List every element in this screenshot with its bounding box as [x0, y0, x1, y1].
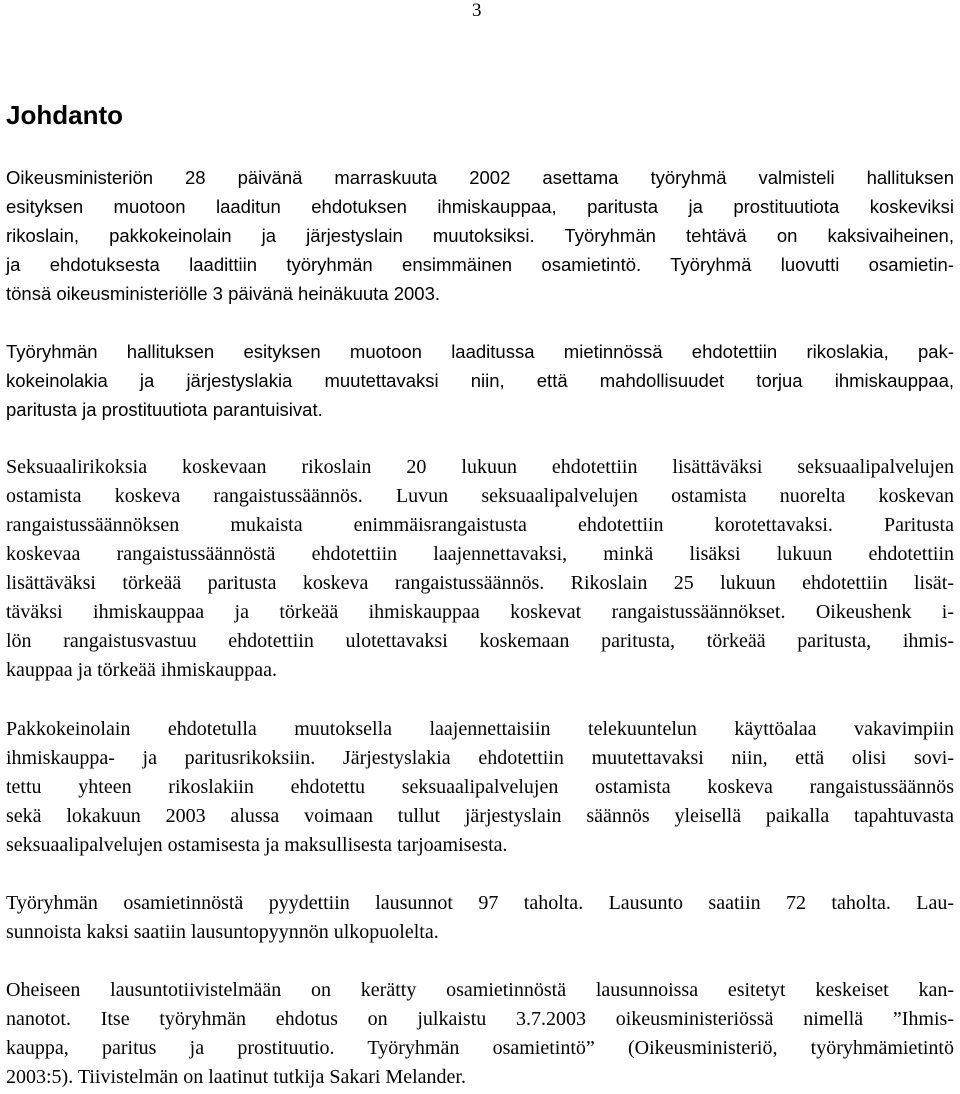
paragraph-line: koskevaa rangaistussäännöstä ehdotettiin laajennettavaksi, minkä lisäksi lukuun ehdotettiin: [6, 543, 954, 565]
paragraph-line: tönsä oikeusministeriölle 3 päivänä heinäkuuta 2003.: [6, 283, 441, 304]
paragraph-sexual-offences: [6, 453, 954, 685]
paragraph-line: Työryhmän osamietinnöstä pyydettiin lausunnot 97 taholta. Lausunto saatiin 72 taholta. Lau-: [6, 892, 954, 914]
paragraph-proposal-summary: [6, 337, 954, 424]
paragraph-line: lisättäväksi törkeää paritusta koskeva rangaistussäännös. Rikoslain 25 lukuun ehdotettiin lisät-: [6, 572, 954, 594]
paragraph-line: Oikeusministeriön 28 päivänä marraskuuta 2002 asettama työryhmä valmisteli hallituksen: [6, 167, 954, 188]
paragraph-line: täväksi ihmiskauppaa ja törkeää ihmiskauppaa koskevat rangaistussäännökset. Oikeushenk i-: [6, 601, 954, 623]
paragraph-statements: [6, 889, 954, 947]
paragraph-line: paritusta ja prostituutiota parantuisivat.: [6, 399, 323, 420]
paragraph-line: lön rangaistusvastuu ehdotettiin ulotettavaksi koskemaan paritusta, törkeää paritusta, ihmis-: [6, 630, 954, 652]
paragraph-intro: [6, 163, 954, 308]
paragraph-line: Työryhmän hallituksen esityksen muotoon laaditussa mietinnössä ehdotettiin rikoslakia, pak-: [6, 341, 954, 362]
paragraph-summary-note: [6, 976, 954, 1092]
paragraph-line: rikoslain, pakkokeinolain ja järjestyslain muutoksiksi. Työryhmän tehtävä on kaksivaiheinen,: [6, 225, 954, 246]
page-heading: Johdanto: [6, 100, 123, 130]
paragraph-line: esityksen muotoon laaditun ehdotuksen ihmiskauppaa, paritusta ja prostituutiota koskeviksi: [6, 196, 954, 217]
paragraph-line: kauppa, paritus ja prostituutio. Työryhmän osamietintö” (Oikeusministeriö, työryhmämietintö: [6, 1037, 954, 1059]
paragraph-line: kauppaa ja törkeää ihmiskauppaa.: [6, 659, 277, 681]
paragraph-line: nanotot. Itse työryhmän ehdotus on julkaistu 3.7.2003 oikeusministeriössä nimellä ”Ihmis-: [6, 1008, 954, 1030]
paragraph-line: Pakkokeinolain ehdotetulla muutoksella laajennettaisiin telekuuntelun käyttöalaa vakavimpiin: [6, 718, 954, 740]
paragraph-line: sunnoista kaksi saatiin lausuntopyynnön ulkopuolelta.: [6, 921, 439, 943]
paragraph-line: Oheiseen lausuntotiivistelmään on kerätty osamietinnöstä lausunnoissa esitetyt keskeiset kan-: [6, 979, 954, 1001]
paragraph-line: tettu yhteen rikoslakiin ehdotettu seksuaalipalvelujen ostamista koskeva rangaistussäännös: [6, 776, 954, 798]
paragraph-line: kokeinolakia ja järjestyslakia muutettavaksi niin, että mahdollisuudet torjua ihmiskauppaa,: [6, 370, 954, 391]
paragraph-line: sekä lokakuun 2003 alussa voimaan tullut järjestyslain säännös yleisellä paikalla tapahtuvasta: [6, 805, 954, 827]
paragraph-line: 2003:5). Tiivistelmän on laatinut tutkija Sakari Melander.: [6, 1066, 466, 1088]
paragraph-line: ja ehdotuksesta laadittiin työryhmän ensimmäinen osamietintö. Työryhmä luovutti osamietin-: [6, 254, 954, 275]
paragraph-line: seksuaalipalvelujen ostamisesta ja maksullisesta tarjoamisesta.: [6, 834, 508, 856]
paragraph-line: Seksuaalirikoksia koskevaan rikoslain 20 lukuun ehdotettiin lisättäväksi seksuaalipalvelujen: [6, 456, 954, 478]
paragraph-line: ostamista koskeva rangaistussäännös. Luvun seksuaalipalvelujen ostamista nuorelta koskevan: [6, 485, 954, 507]
paragraph-coercive-measures: [6, 715, 954, 860]
paragraph-line: ihmiskauppa- ja paritusrikoksiin. Järjestyslakia ehdotettiin muutettavaksi niin, että olisi sovi-: [6, 747, 954, 769]
page-number: 3: [472, 0, 482, 21]
paragraph-line: rangaistussäännöksen mukaista enimmäisrangaistusta ehdotettiin korotettavaksi. Paritusta: [6, 514, 954, 536]
